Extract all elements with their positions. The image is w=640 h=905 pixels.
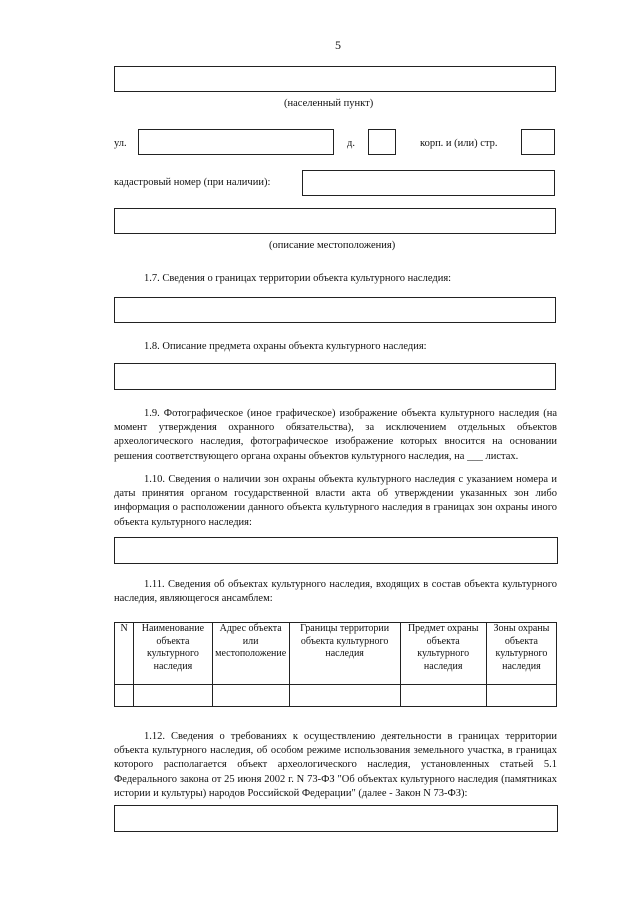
building-field[interactable] [521, 129, 555, 155]
street-label: ул. [114, 138, 127, 149]
table-cell[interactable] [289, 685, 400, 707]
table-cell[interactable] [115, 685, 134, 707]
table-cell[interactable] [134, 685, 212, 707]
settlement-caption: (населенный пункт) [284, 98, 374, 109]
section-1-8: 1.8. Описание предмета охраны объекта культурного наследия: [144, 341, 427, 352]
protection-subject-field[interactable] [114, 363, 556, 390]
street-field[interactable] [138, 129, 334, 155]
section-1-11-text: 1.11. Сведения об объектах культурного наследия, входящих в состав объекта культурного наследия, являющегося ансамблем: [114, 579, 557, 605]
building-label: корп. и (или) стр. [420, 138, 498, 149]
col-name-header: Наименование объекта культурного наследия [134, 623, 212, 685]
section-1-10 [114, 473, 557, 530]
section-1-7: 1.7. Сведения о границах территории объекта культурного наследия: [144, 273, 452, 284]
col-subject-header: Предмет охраны объекта культурного наследия [400, 623, 486, 685]
section-1-12-text: 1.12. Сведения о требованиях к осуществлению деятельности в границах территории объекта культурного наследия, об особом режиме использования земельного участка, в границах которого располагается объект археологического наследия, установленных статьей 5.1 Федерального закона от 25 июня 2002 г. N 73-ФЗ "Об объектах культурного наследия (памятниках истории и культуры) народов Российской Федерации" (далее - Закон N 73-ФЗ): [114, 731, 557, 799]
settlement-field[interactable] [114, 66, 556, 92]
table-cell[interactable] [486, 685, 556, 707]
activity-requirements-field[interactable] [114, 805, 558, 832]
section-1-12 [114, 730, 557, 801]
boundaries-field[interactable] [114, 297, 556, 323]
section-1-11 [114, 578, 557, 606]
cadastral-field[interactable] [302, 170, 555, 196]
table-row [115, 685, 557, 707]
page-number: 5 [335, 38, 341, 52]
house-field[interactable] [368, 129, 396, 155]
house-label: д. [347, 138, 355, 149]
col-address-header: Адрес объекта или местоположение [212, 623, 289, 685]
location-caption: (описание местоположения) [269, 240, 396, 251]
cadastral-label: кадастровый номер (при наличии): [114, 177, 271, 188]
table-cell[interactable] [212, 685, 289, 707]
col-bounds-header: Границы территории объекта культурного наследия [289, 623, 400, 685]
protection-zones-field[interactable] [114, 537, 558, 564]
section-1-9 [114, 407, 557, 464]
table-cell[interactable] [400, 685, 486, 707]
location-field[interactable] [114, 208, 556, 234]
table-header-row [115, 623, 557, 685]
col-n-header: N [115, 623, 134, 685]
col-zones-header: Зоны охраны объекта культурного наследия [486, 623, 556, 685]
section-1-9-text: 1.9. Фотографическое (иное графическое) изображение объекта культурного наследия (на момент утверждения охранного обязательства), за исключением отдельных объектов археологического наследия, фотографическое изображение которых вносится на основании решения соответствующего органа охраны объектов культурного наследия, на ___ листах. [114, 408, 557, 462]
ensemble-objects-table [114, 622, 557, 707]
section-1-10-text: 1.10. Сведения о наличии зон охраны объекта культурного наследия с указанием номера и даты принятия органом государственной власти акта об утверждении указанных зон либо информация о расположении данного объекта культурного наследия в границах зон охраны иного объекта культурного наследия: [114, 474, 557, 528]
